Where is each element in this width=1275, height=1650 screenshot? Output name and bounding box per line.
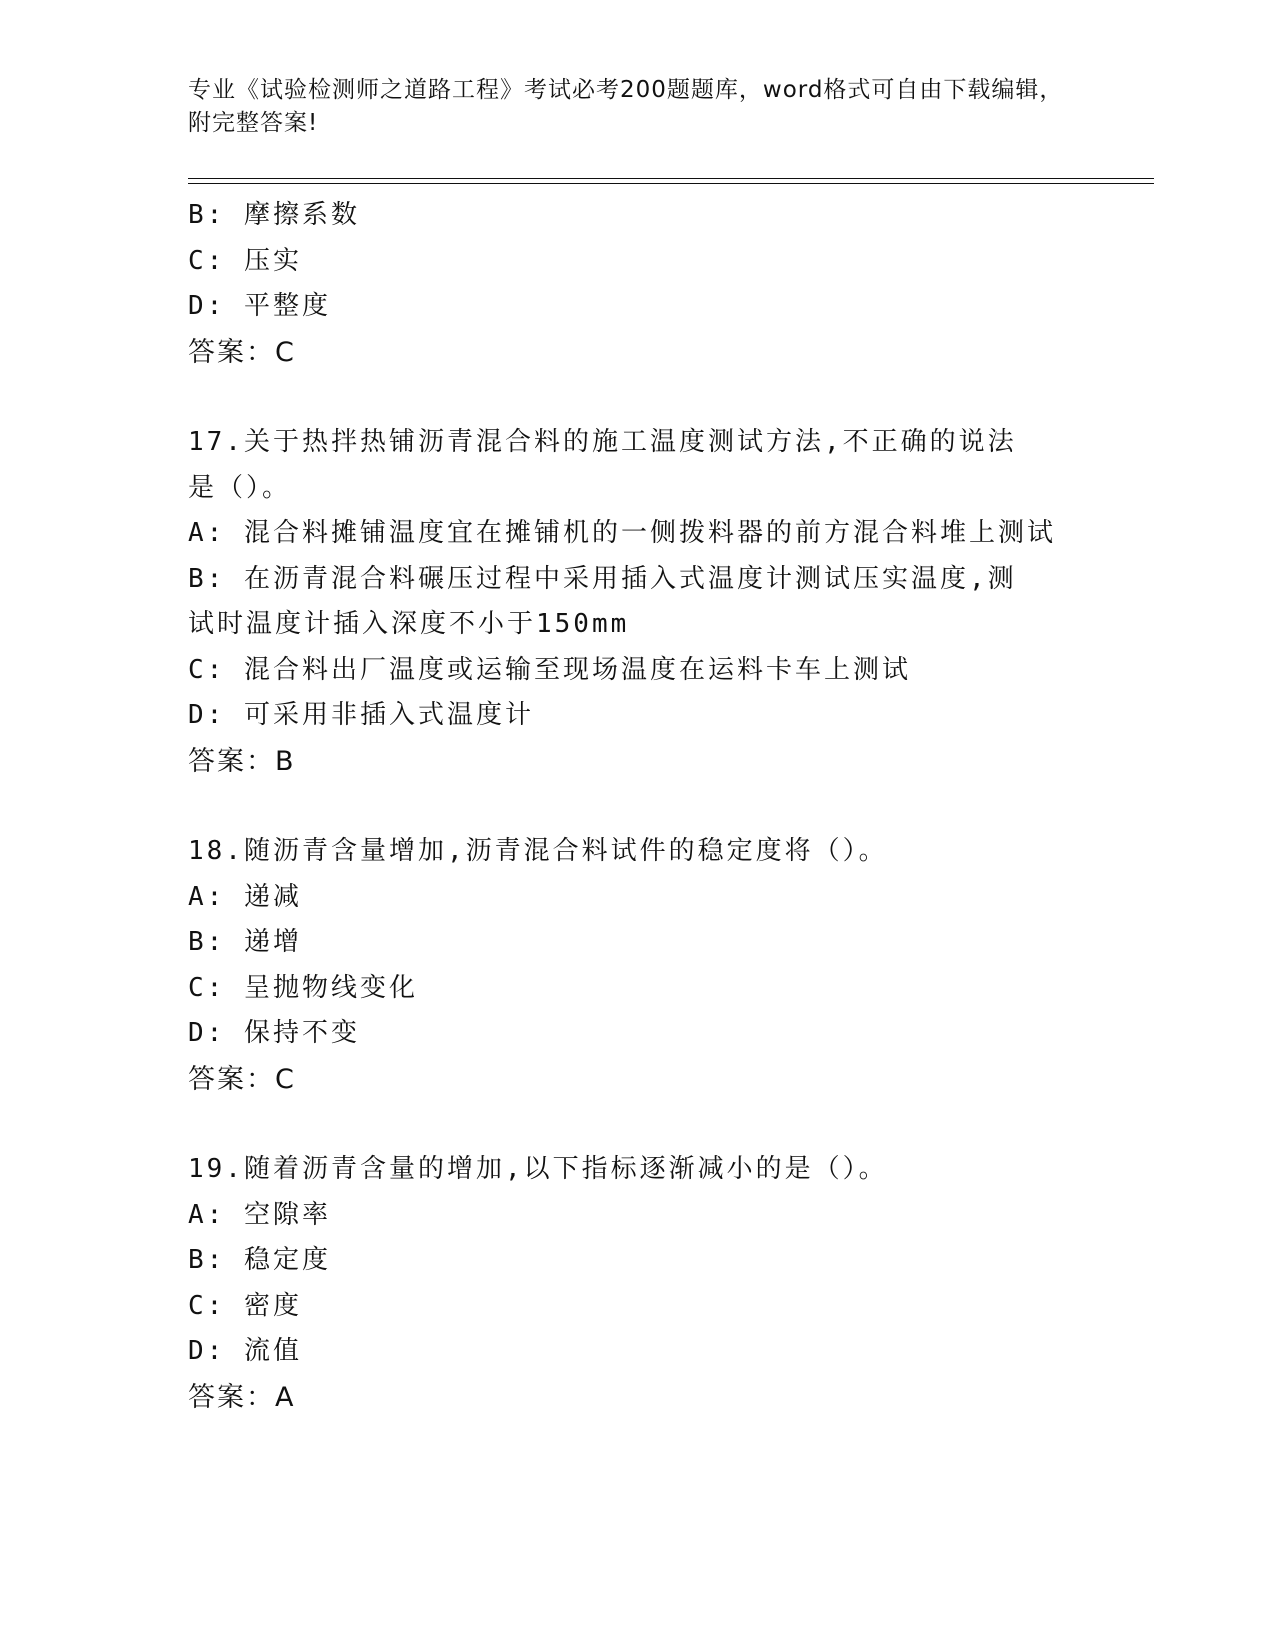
question-stem: 19.随着沥青含量的增加,以下指标逐渐减小的是（）。	[188, 1154, 888, 1184]
option-b: B: 稳定度	[188, 1245, 331, 1275]
option-d: D: 平整度	[188, 291, 331, 321]
option-b: B: 在沥青混合料碾压过程中采用插入式温度计测试压实温度,测试时温度计插入深度不小于150mm	[188, 563, 1017, 639]
question-18	[188, 829, 1088, 1102]
document-body	[188, 193, 1088, 1420]
answer-line: 答案：C	[188, 336, 296, 368]
option-a: A: 混合料摊铺温度宜在摊铺机的一侧拨料器的前方混合料堆上测试	[188, 518, 1056, 548]
answer-line: 答案：A	[188, 1381, 296, 1413]
option-d: D: 可采用非插入式温度计	[188, 700, 534, 730]
option-c: C: 密度	[188, 1290, 302, 1321]
document-header	[188, 74, 1068, 140]
question-stem: 18.随沥青含量增加,沥青混合料试件的稳定度将（）。	[188, 836, 888, 866]
option-c: C: 混合料出厂温度或运输至现场温度在运料卡车上测试	[188, 654, 911, 685]
option-b: B: 摩擦系数	[188, 200, 360, 230]
previous-question-block	[188, 193, 1088, 375]
option-b: B: 递增	[188, 927, 302, 957]
option-c: C: 呈抛物线变化	[188, 972, 418, 1003]
question-stem: 17.关于热拌热铺沥青混合料的施工温度测试方法,不正确的说法是（）。	[188, 427, 1017, 503]
option-a: A: 空隙率	[188, 1199, 331, 1230]
option-c: C: 压实	[188, 245, 302, 276]
header-divider-top	[188, 178, 1154, 179]
option-d: D: 保持不变	[188, 1018, 360, 1048]
question-17	[188, 420, 1088, 784]
option-d: D: 流值	[188, 1336, 302, 1366]
answer-line: 答案：C	[188, 1063, 296, 1095]
question-19	[188, 1147, 1088, 1420]
option-a: A: 递减	[188, 881, 302, 912]
answer-line: 答案：B	[188, 745, 296, 777]
header-divider-bottom	[188, 183, 1154, 184]
header-title: 专业《试验检测师之道路工程》考试必考200题题库，word格式可自由下载编辑，附完整答案!	[188, 77, 1064, 136]
